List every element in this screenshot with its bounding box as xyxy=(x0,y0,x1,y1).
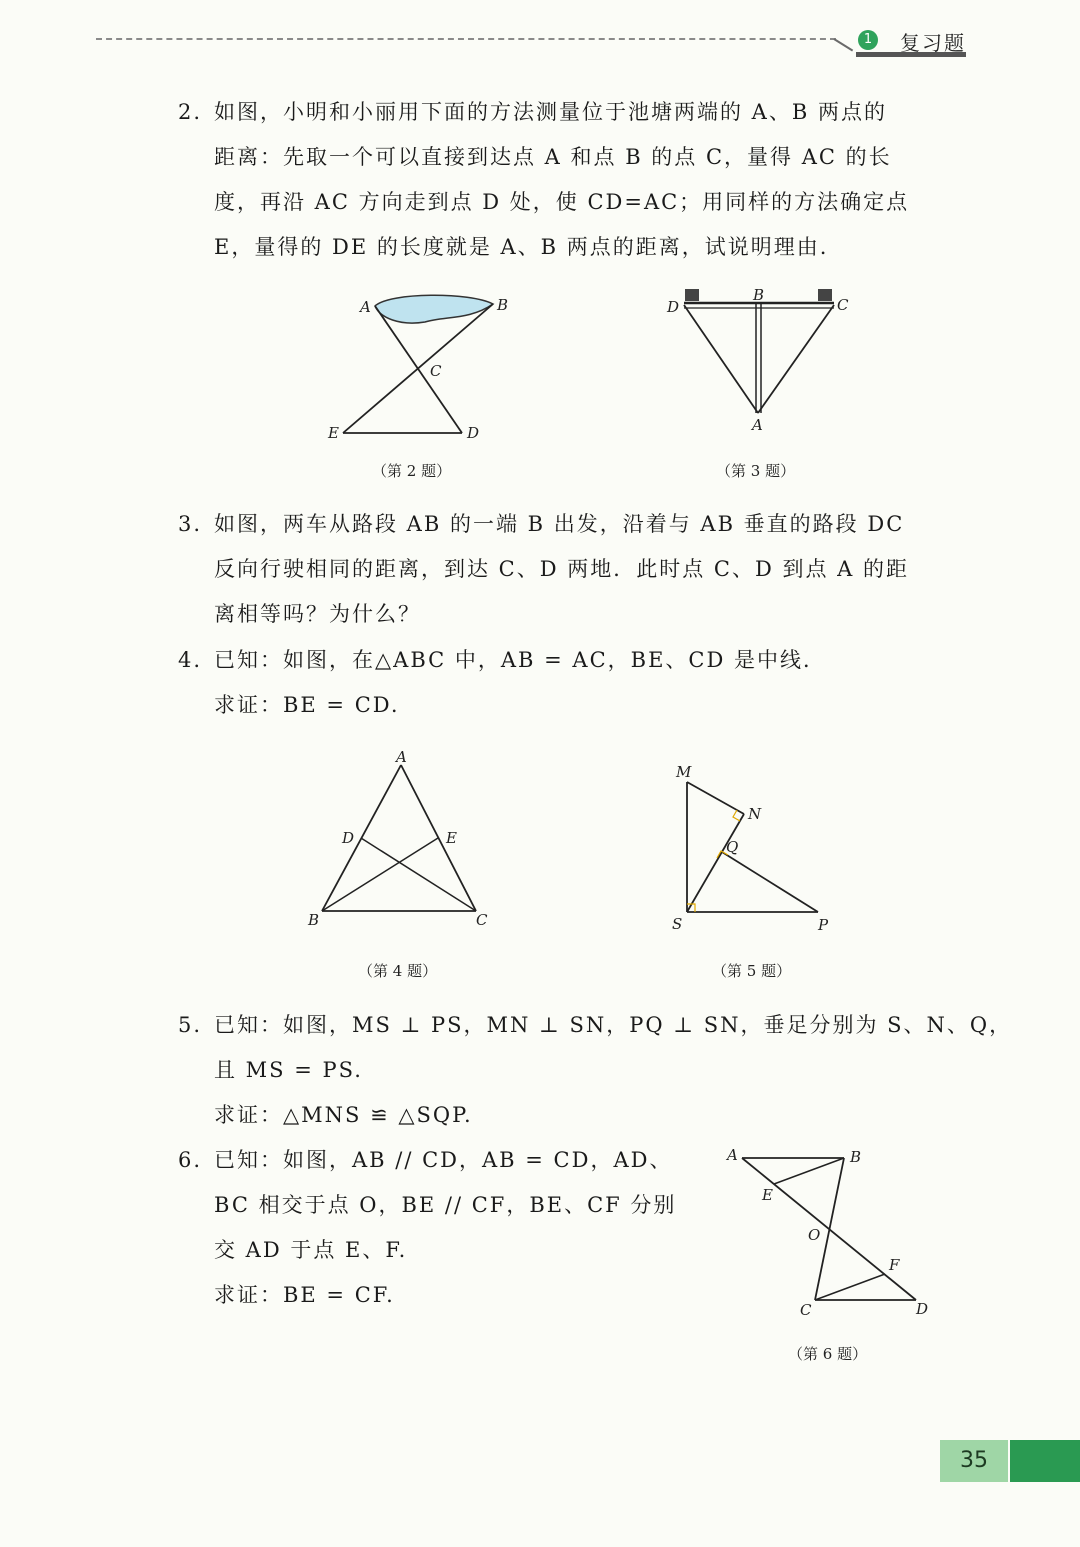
segment-mn xyxy=(687,782,744,814)
problem-text-line: 反向行驶相同的距离，到达 C、D 两地．此时点 C、D 到点 A 的距 xyxy=(214,557,910,581)
figure-3-caption: （第 3 题） xyxy=(716,462,796,480)
segment-da xyxy=(684,305,758,413)
segment-ad xyxy=(375,306,462,433)
label-a: A xyxy=(360,298,371,316)
label-a: A xyxy=(727,1146,738,1164)
problem-6 xyxy=(178,1138,676,1318)
segment-ca xyxy=(758,305,834,413)
car-left xyxy=(685,289,699,301)
problem-text-line: 求证：BE = CF. xyxy=(214,1283,395,1307)
label-c: C xyxy=(476,911,488,929)
problem-text-line: 求证：△MNS ≌ △SQP. xyxy=(214,1103,473,1127)
label-n: N xyxy=(748,805,762,823)
label-a: A xyxy=(752,416,763,434)
label-o: O xyxy=(808,1226,821,1244)
figure-3 xyxy=(660,280,860,440)
figure-6 xyxy=(720,1140,940,1320)
car-right xyxy=(818,289,832,301)
figure-6-caption: （第 6 题） xyxy=(788,1345,868,1363)
page-number: 35 xyxy=(940,1440,1008,1482)
segment-be xyxy=(774,1158,844,1184)
page-tab xyxy=(1010,1440,1080,1482)
header-slant-rule xyxy=(833,38,853,51)
median-cd xyxy=(361,838,476,911)
label-c: C xyxy=(837,296,849,314)
label-s: S xyxy=(672,915,683,933)
label-e: E xyxy=(446,829,457,847)
label-e: E xyxy=(328,424,339,442)
segment-pq xyxy=(722,852,818,912)
problem-text-line: 且 MS = PS. xyxy=(214,1058,363,1082)
segment-cf xyxy=(815,1274,885,1300)
problem-5 xyxy=(178,1003,1012,1138)
median-be xyxy=(322,838,438,911)
section-title: 复习题 xyxy=(900,31,966,55)
problem-text-line: BC 相交于点 O，BE // CF，BE、CF 分别 xyxy=(214,1193,677,1217)
problem-number: 3. xyxy=(178,512,203,536)
problem-number: 4. xyxy=(178,648,203,672)
label-d: D xyxy=(467,424,480,442)
label-p: P xyxy=(818,916,829,934)
problem-4 xyxy=(178,638,826,728)
problem-text-line: 如图，小明和小丽用下面的方法测量位于池塘两端的 A、B 两点的 xyxy=(214,100,887,124)
problem-text-line: 求证：BE = CD. xyxy=(214,693,400,717)
segment-ac xyxy=(401,765,476,911)
problem-text-line: 度，再沿 AC 方向走到点 D 处，使 CD=AC；用同样的方法确定点 xyxy=(214,190,910,214)
label-d: D xyxy=(667,298,680,316)
problem-number: 2. xyxy=(178,100,203,124)
label-b: B xyxy=(850,1148,862,1166)
figure-4 xyxy=(300,745,500,930)
label-d: D xyxy=(342,829,355,847)
figure-2 xyxy=(320,285,540,450)
figure-4-caption: （第 4 题） xyxy=(358,962,438,980)
label-e: E xyxy=(762,1186,773,1204)
problem-text-line: 已知：如图，在△ABC 中，AB = AC，BE、CD 是中线． xyxy=(214,648,826,672)
label-q: Q xyxy=(726,838,739,856)
figure-5 xyxy=(670,760,840,940)
label-c: C xyxy=(800,1301,812,1319)
label-b: B xyxy=(753,286,765,304)
header-dashed-rule xyxy=(96,38,836,40)
figure-2-caption: （第 2 题） xyxy=(372,462,452,480)
problem-text-line: 已知：如图，MS ⊥ PS，MN ⊥ SN，PQ ⊥ SN，垂足分别为 S、N、Q， xyxy=(214,1013,1013,1037)
problem-2 xyxy=(178,90,909,270)
problem-text-line: 如图，两车从路段 AB 的一端 B 出发，沿着与 AB 垂直的路段 DC xyxy=(214,512,905,536)
label-d: D xyxy=(916,1300,929,1318)
segment-sn xyxy=(687,814,744,912)
label-f: F xyxy=(889,1256,900,1274)
problem-number: 6. xyxy=(178,1148,203,1172)
problem-text-line: 交 AD 于点 E、F. xyxy=(214,1238,408,1262)
label-b: B xyxy=(308,911,320,929)
problem-3 xyxy=(178,502,909,637)
problem-text-line: 距离：先取一个可以直接到达点 A 和点 B 的点 C，量得 AC 的长 xyxy=(214,145,892,169)
figure-5-caption: （第 5 题） xyxy=(712,962,792,980)
problem-number: 5. xyxy=(178,1013,203,1037)
label-m: M xyxy=(676,763,692,781)
problem-text-line: 离相等吗？为什么？ xyxy=(214,602,421,626)
chapter-badge: 1 xyxy=(858,30,878,50)
problem-text-line: 已知：如图，AB // CD，AB = CD，AD、 xyxy=(214,1148,673,1172)
label-a: A xyxy=(396,748,407,766)
problem-text-line: E，量得的 DE 的长度就是 A、B 两点的距离，试说明理由. xyxy=(214,235,829,259)
label-b: B xyxy=(497,296,509,314)
label-c: C xyxy=(430,362,442,380)
